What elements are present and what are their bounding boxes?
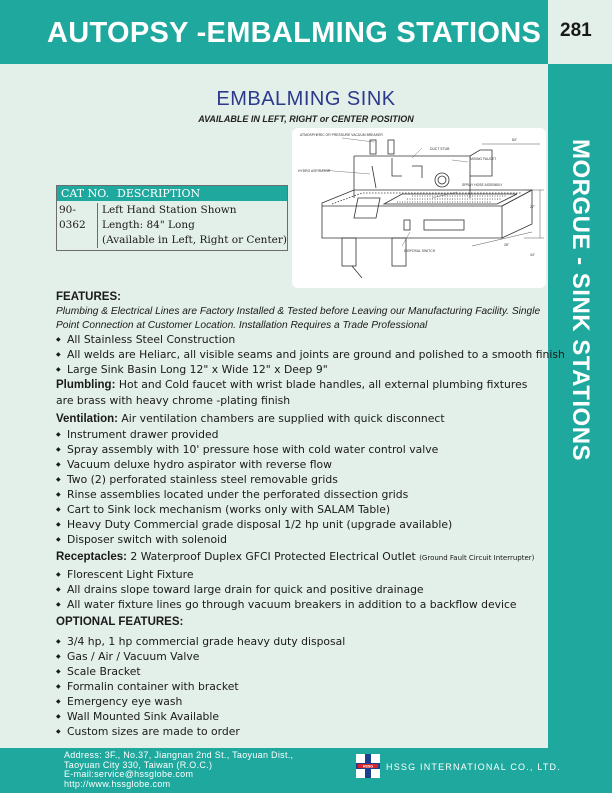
footer-address (64, 751, 293, 789)
optional-heading: OPTIONAL FEATURES: (56, 615, 184, 628)
list-item: ◆ All welds are Heliarc, all visible seams and joints are ground and polished to a smooth finish (56, 347, 546, 362)
list-item: ◆ Emergency eye wash (56, 694, 546, 709)
address-line: Taoyuan City 330, Taiwan (R.O.C.) (64, 759, 213, 770)
receptacles-text: 2 Waterproof Duplex GFCI Protected Electrical Outlet (126, 550, 420, 564)
list-item: ◆ Gas / Air / Vacuum Valve (56, 649, 546, 664)
features-section (56, 290, 565, 740)
list-item: ◆ All Stainless Steel Construction (56, 332, 546, 347)
callout-mixing-faucet: MIXING FAUCET (470, 157, 497, 161)
list-item: ◆ All water fixture lines go through vacuum breakers in addition to a backflow device (56, 597, 546, 612)
product-title: EMBALMING SINK (216, 88, 396, 110)
product-diagram (292, 128, 546, 288)
catalog-desc-line: (Available in Left, Right or Center) (101, 234, 287, 246)
receptacles-note: (Ground Fault Circuit Interrupter) (419, 554, 535, 563)
sink-line-drawing (292, 128, 546, 288)
list-item: ◆ Wall Mounted Sink Available (56, 709, 546, 724)
list-item: ◆ Cart to Sink lock mechanism (works only with SALAM Table) (56, 502, 546, 517)
features-list (56, 332, 565, 377)
catalog-desc-line: Left Hand Station Shown (101, 204, 237, 216)
features-heading: FEATURES: (56, 291, 121, 303)
catalog-desc-line: Length: 84" Long (101, 219, 195, 231)
email-line[interactable]: E-mail:service@hssglobe.com (64, 769, 194, 780)
callout-spray-hose: SPRAY HOSE ASSEMBLY (462, 183, 503, 187)
list-item: ◆ Heavy Duty Commercial grade disposal 1/2 hp unit (upgrade available) (56, 517, 546, 532)
catalog-header-no: CAT NO. (61, 187, 110, 200)
dim-height-upper: 27" (530, 205, 535, 209)
website-line[interactable]: http://www.hssglobe.com (64, 778, 171, 789)
catalog-number: 90-0362 (57, 203, 98, 248)
logo-text: HSSG (362, 764, 374, 769)
list-item: ◆ 3/4 hp, 1 hp commercial grade heavy duty disposal (56, 634, 546, 649)
catalog-header-row (57, 186, 287, 201)
header-title: AUTOPSY -EMBALMING STATIONS (47, 17, 542, 49)
features-list-2 (56, 427, 546, 548)
ventilation-text: Air ventilation chambers are supplied with quick disconnect (117, 411, 445, 425)
side-section-label: MORGUE - SINK STATIONS (567, 138, 594, 462)
features-intro: Plumbing & Electrical Lines are Factory Installed & Tested before Leaving our Manufacturing Facility. Single Point Connection at Customer Location. Installation Requires a Trade Professional (56, 306, 541, 331)
plumbing-text: Hot and Cold faucet with wrist blade handles, all external plumbing fixtures are brass with heavy chrome -plating finish (56, 378, 528, 408)
company-logo (356, 754, 380, 778)
ventilation-paragraph (56, 411, 546, 427)
list-item: ◆ Instrument drawer provided (56, 427, 546, 442)
dim-depth: 28" (504, 243, 509, 247)
catalog-table (56, 185, 288, 251)
callout-vacuum-breaker: ATMOSPHERIC OR PRESSURE VACUUM BREAKER (300, 133, 383, 137)
callout-disposal-switch: DISPOSAL SWITCH (404, 249, 436, 253)
catalog-header-desc: DESCRIPTION (117, 187, 201, 200)
catalog-description (98, 203, 287, 248)
list-item: ◆ Formalin container with bracket (56, 679, 546, 694)
dim-height-lower: 34" (530, 253, 535, 257)
list-item: ◆ Custom sizes are made to order (56, 724, 546, 739)
plumbing-lead: Plumbling: (56, 379, 116, 392)
list-item: ◆ Scale Bracket (56, 664, 546, 679)
list-item: ◆ Florescent Light Fixture (56, 567, 546, 582)
company-name: HSSG INTERNATIONAL CO., LTD. (386, 762, 561, 772)
plumbing-paragraph (56, 377, 546, 408)
receptacles-lead: Receptacles: (56, 551, 127, 564)
callout-duct-stub: DUCT STUB (430, 147, 450, 151)
list-item: ◆ Vacuum deluxe hydro aspirator with reverse flow (56, 457, 546, 472)
list-item: ◆ All drains slope toward large drain for quick and positive drainage (56, 582, 546, 597)
product-subtitle: AVAILABLE IN LEFT, RIGHT or CENTER POSITION (198, 114, 414, 124)
list-item: ◆ Large Sink Basin Long 12" x Wide 12" x Deep 9" (56, 362, 546, 377)
features-list-3 (56, 567, 546, 612)
page-number: 281 (560, 20, 592, 41)
list-item: ◆ Spray assembly with 10' pressure hose with cold water control valve (56, 442, 546, 457)
list-item: ◆ Disposer switch with solenoid (56, 532, 546, 547)
catalog-row (57, 201, 287, 250)
dim-length: 84" (512, 138, 517, 142)
callout-hydro-aspirator: HYDRO ASPIRATOR (298, 169, 331, 173)
receptacles-paragraph (56, 549, 546, 566)
list-item: ◆ Rinse assemblies located under the perforated dissection grids (56, 487, 546, 502)
optional-list (56, 634, 546, 740)
address-line: Address: 3F., No.37, Jiangnan 2nd St., Taoyuan Dist., (64, 750, 294, 760)
ventilation-lead: Ventilation: (56, 412, 118, 425)
list-item: ◆ Two (2) perforated stainless steel removable grids (56, 472, 546, 487)
